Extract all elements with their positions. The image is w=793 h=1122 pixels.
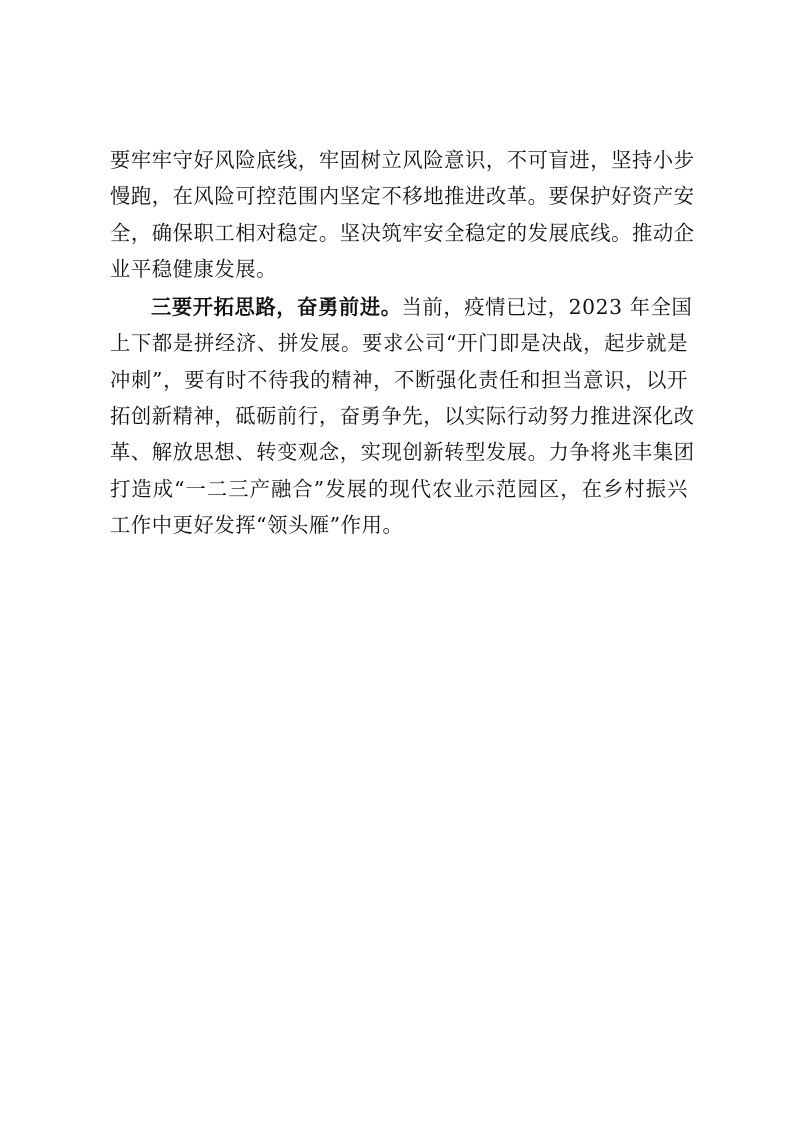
text-line: 要牢牢守好风险底线，牢固树立风险意识，不可盲进，坚持小步 <box>110 148 695 172</box>
body-text <box>110 142 695 543</box>
text-line: 工作中更好发挥“领头雁”作用。 <box>110 512 404 537</box>
text-segment: 当前，疫情已过，2023 年全国 <box>401 295 693 320</box>
text-line: 拓创新精神，砥砺前行，奋勇争先，以实际行动努力推进深化改 <box>110 404 695 429</box>
text-line <box>110 289 693 325</box>
paragraph-risk-control <box>110 142 695 287</box>
paragraph-heading: 三要开拓思路，奋勇前进。 <box>151 295 402 320</box>
text-line: 冲刺”，要有时不待我的精神，不断强化责任和担当意识，以开 <box>110 367 688 392</box>
text-line: 打造成“一二三产融合”发展的现代农业示范园区，在乡村振兴 <box>110 476 688 501</box>
text-line: 上下都是拼经济、拼发展。要求公司“开门即是决战，起步就是 <box>110 331 688 356</box>
text-line: 业平稳健康发展。 <box>110 256 278 281</box>
paragraph-forge-ahead <box>110 289 695 543</box>
text-line: 慢跑，在风险可控范围内坚定不移地推进改革。要保护好资产安 <box>110 184 695 209</box>
text-line: 全，确保职工相对稳定。坚决筑牢安全稳定的发展底线。推动企 <box>110 220 695 245</box>
text-line: 革、解放思想、转变观念，实现创新转型发展。力争将兆丰集团 <box>110 440 695 465</box>
